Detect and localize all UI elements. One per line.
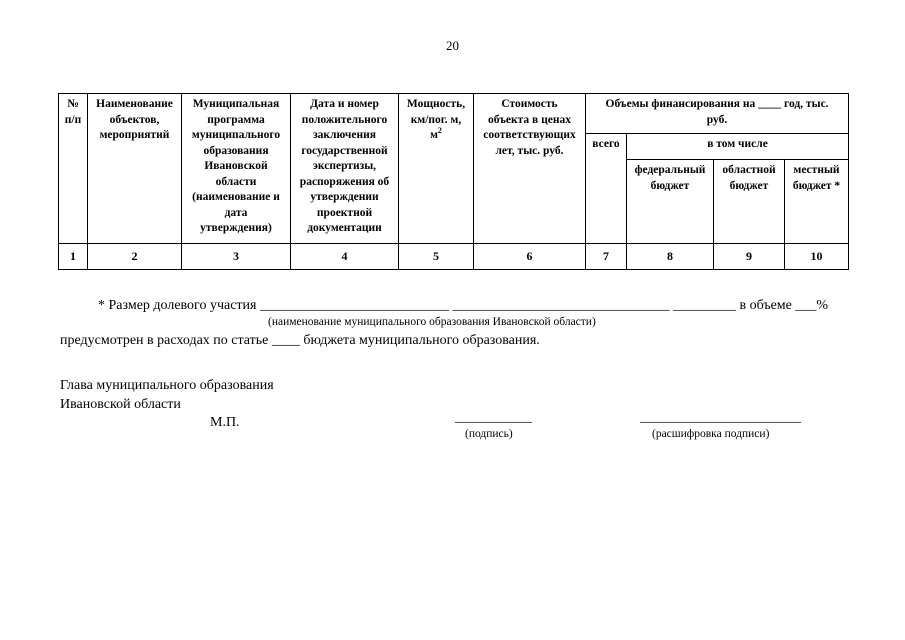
column-number: 3	[182, 244, 291, 270]
column-number: 9	[714, 244, 785, 270]
column-number: 1	[59, 244, 88, 270]
header-number: № п/п	[59, 94, 88, 244]
header-total: всего	[586, 134, 627, 244]
header-capacity-text: Мощность, км/пог. м, м	[406, 98, 466, 141]
footnote-line: * Размер долевого участия ___________________________ _______________________________ _________ в объеме ___%	[98, 298, 829, 313]
column-number: 5	[399, 244, 474, 270]
header-object-name: Наименование объектов, мероприятий	[88, 94, 182, 244]
signature-caption: (подпись)	[465, 428, 513, 440]
header-capacity	[399, 94, 474, 244]
header-financing: Объемы финансирования на ____ год, тыс. руб.	[586, 94, 849, 134]
column-number: 8	[627, 244, 714, 270]
page-number: 20	[446, 38, 459, 53]
signature-decode-caption: (расшифровка подписи)	[652, 428, 770, 440]
header-capacity-sup: 2	[437, 126, 442, 136]
header-federal-budget: федеральный бюджет	[627, 160, 714, 244]
column-number: 6	[474, 244, 586, 270]
signatory-region: Ивановской области	[60, 397, 181, 412]
header-local-budget: местный бюджет *	[785, 160, 849, 244]
header-including: в том числе	[627, 134, 849, 160]
signatory-title: Глава муниципального образования	[60, 378, 274, 393]
header-cost: Стоимость объекта в ценах соответствующих лет, тыс. руб.	[474, 94, 586, 244]
footnote-caption: (наименование муниципального образования Ивановской области)	[268, 316, 596, 328]
signature-blank: ___________	[455, 410, 532, 425]
column-number: 4	[291, 244, 399, 270]
financing-table	[58, 93, 849, 270]
column-number: 2	[88, 244, 182, 270]
column-number: 10	[785, 244, 849, 270]
column-number: 7	[586, 244, 627, 270]
header-municipal-program: Муниципальная программа муниципального образования Ивановской области (наименование и дата утверждения)	[182, 94, 291, 244]
signature-decode-blank: _______________________	[640, 410, 801, 425]
header-expertise-date: Дата и номер положительного заключения государственной экспертизы, распоряжения об утверждении проектной документации	[291, 94, 399, 244]
footnote-continuation: предусмотрен в расходах по статье ____ бюджета муниципального образования.	[60, 333, 540, 348]
header-regional-budget: областной бюджет	[714, 160, 785, 244]
stamp-mark: М.П.	[210, 415, 240, 430]
